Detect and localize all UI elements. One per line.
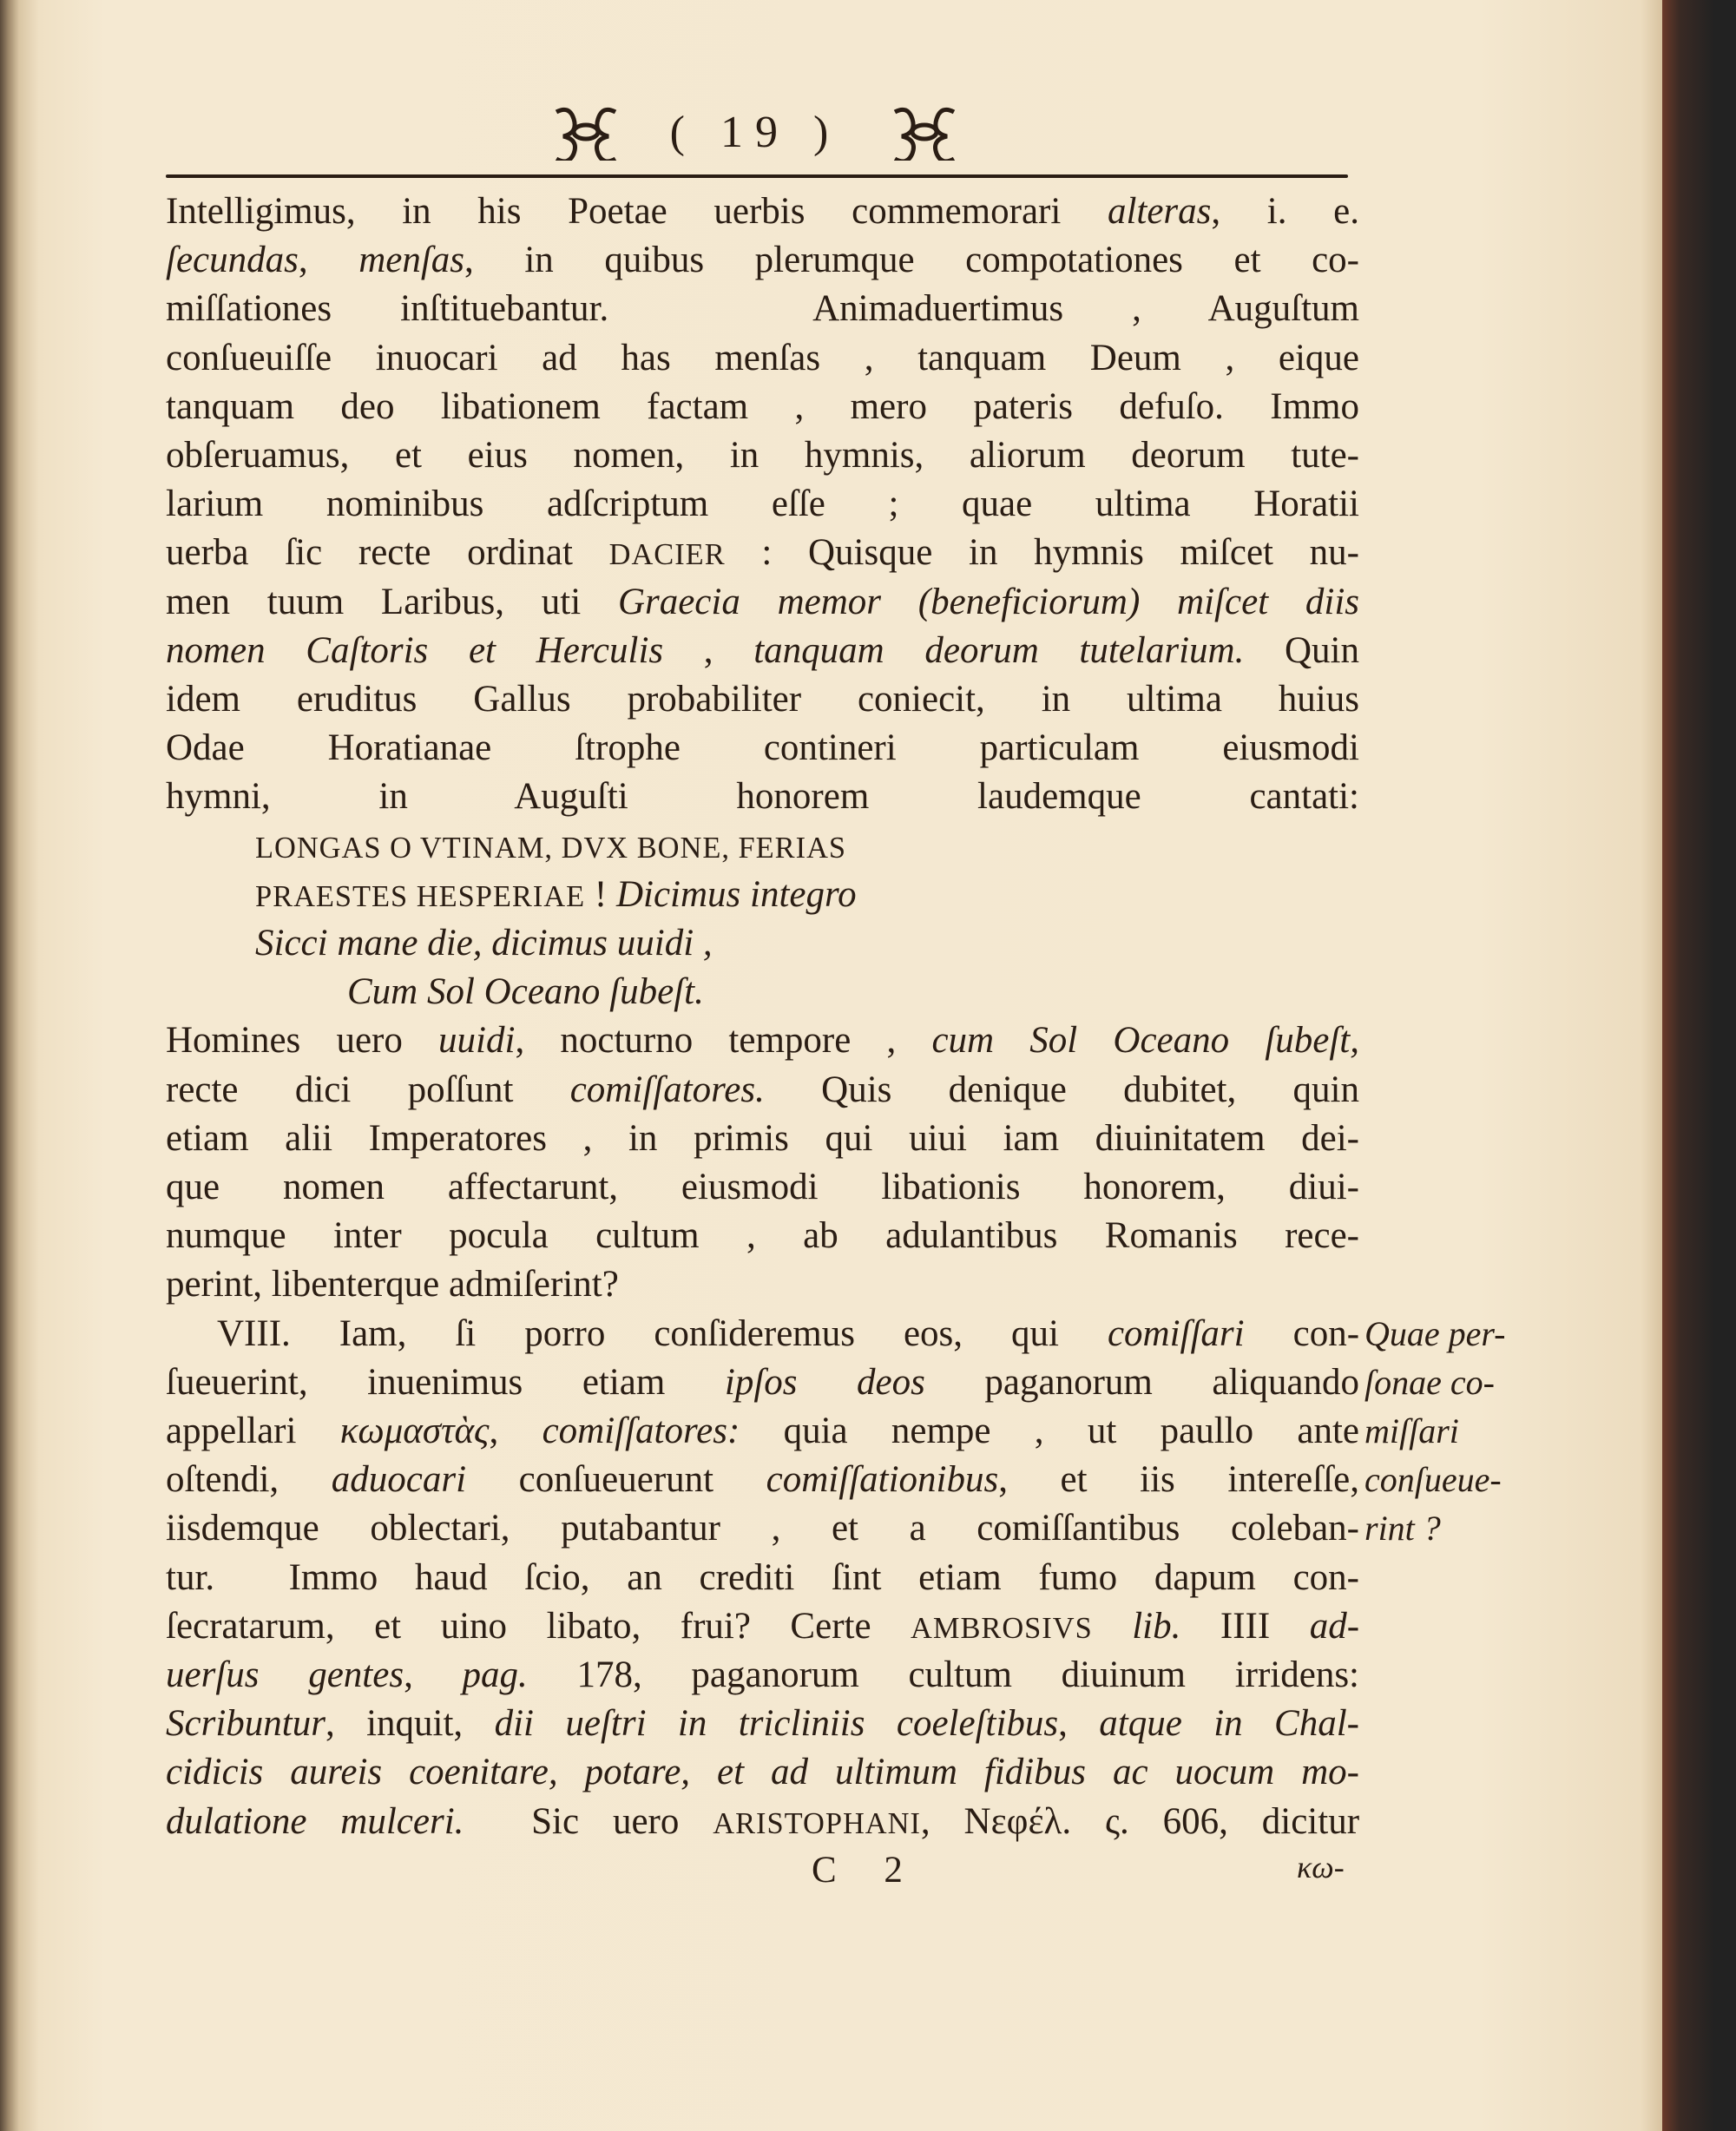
- text-line: [166, 433, 1359, 478]
- italic-text: tanquam deorum tutelarium.: [753, 629, 1245, 671]
- text-line: [255, 824, 846, 871]
- roman-text: paganorum aliquando: [924, 1361, 1359, 1403]
- italic-text: ad-: [1309, 1605, 1360, 1647]
- roman-text: appellari: [166, 1411, 340, 1451]
- text-line: [166, 1262, 619, 1307]
- italic-text: Sicci mane die, dicimus uuidi ,: [255, 923, 713, 964]
- text-line: [166, 286, 1359, 332]
- left-ornament-icon: [548, 103, 624, 161]
- header-rule: [166, 174, 1348, 178]
- italic-text: pag.: [462, 1654, 528, 1695]
- roman-text: larium nominibus adſcriptum eſſe ; quae ultima Horatii: [166, 483, 1359, 525]
- roman-text: [1093, 1606, 1133, 1647]
- text-line: [166, 774, 1359, 819]
- italic-text: ſecundas: [166, 240, 299, 281]
- roman-text: men tuum Laribus, uti: [166, 581, 618, 622]
- roman-text: ,: [663, 629, 754, 671]
- text-line: [166, 1799, 1359, 1846]
- italic-text: alteras: [1107, 191, 1212, 232]
- roman-text: 178, paganorum cultum diuinum irridens:: [527, 1654, 1359, 1695]
- right-ornament-icon: [886, 103, 963, 161]
- text-line: [166, 1653, 1359, 1698]
- text-line: [166, 1701, 1359, 1746]
- roman-text: ſueuerint, inuenimus etiam: [166, 1361, 725, 1403]
- small-caps-text: LONGAS O VTINAM, DVX BONE, FERIAS: [255, 831, 847, 865]
- roman-text: VIII. Iam, ſi porro conſideremus eos, qui: [217, 1312, 1108, 1354]
- roman-text: miſſationes inſtituebantur. Animaduertimus , Auguſtum: [166, 288, 1359, 330]
- text-line: [166, 1116, 1359, 1161]
- text-line: [166, 189, 1359, 234]
- italic-text: cum Sol Oceano ſubeſt,: [931, 1020, 1359, 1062]
- small-caps-text: DACIER: [608, 538, 726, 572]
- text-line: [166, 1409, 1359, 1454]
- text-line: [166, 1068, 1359, 1113]
- text-line: [217, 1312, 1359, 1357]
- italic-text: κωμαστὰς: [339, 1411, 490, 1451]
- text-line: [166, 1506, 1359, 1551]
- roman-text: iisdemque oblectari, putabantur , et a comiſſantibus coleban-: [166, 1508, 1359, 1549]
- roman-text: Sic uero: [464, 1800, 713, 1842]
- text-line: [166, 1555, 1359, 1601]
- roman-text: IIII: [1180, 1605, 1310, 1647]
- text-line: [166, 1018, 1359, 1063]
- roman-text: tanquam deo libationem factam , mero pateris defuſo. Immo: [166, 385, 1359, 427]
- margin-note-line: ſonae co-: [1364, 1362, 1495, 1402]
- text-line: [166, 1604, 1359, 1651]
- roman-text: que nomen affectarunt, eiusmodi libationis honorem, diui-: [166, 1167, 1359, 1207]
- text-line: [166, 1360, 1359, 1405]
- roman-text: Homines uero: [166, 1020, 439, 1062]
- italic-text: Cum Sol Oceano ſubeſt.: [347, 971, 704, 1013]
- roman-text: obſeruamus, et eius nomen, in hymnis, aliorum deorum tute-: [166, 435, 1359, 476]
- text-line: [166, 580, 1359, 625]
- roman-text: Odae Horatianae ſtrophe contineri particulam eiusmodi: [166, 727, 1359, 769]
- roman-text: , nocturno tempore ,: [515, 1020, 932, 1062]
- roman-text: Quin: [1244, 629, 1359, 671]
- roman-text: etiam alii Imperatores , in primis qui uiui iam diuinitatem dei-: [166, 1117, 1359, 1159]
- italic-text: uuidi: [438, 1020, 516, 1062]
- text-line: [166, 482, 1359, 527]
- roman-text: !: [585, 873, 616, 915]
- text-line: [255, 921, 713, 966]
- roman-text: conſueuerunt: [466, 1459, 766, 1501]
- italic-text: Graecia memor (beneficiorum) miſcet diis: [617, 581, 1359, 622]
- roman-text: , Νεφέλ. ς. 606, dicitur: [920, 1800, 1360, 1842]
- roman-text: Quis denique dubitet, quin: [764, 1069, 1359, 1110]
- italic-text: lib.: [1132, 1605, 1181, 1647]
- roman-text: : Quisque in hymnis miſcet nu-: [725, 532, 1359, 574]
- italic-text: comiſſatores.: [569, 1069, 765, 1110]
- text-line: [166, 336, 1359, 381]
- catchword: κω-: [1297, 1850, 1345, 1884]
- book-edge: [1662, 0, 1736, 2131]
- text-line: [166, 1213, 1359, 1259]
- roman-text: numque inter pocula cultum , ab adulantibus Romanis rece-: [166, 1215, 1359, 1257]
- italic-text: cidicis aureis coenitare, potare, et ad ultimum fidibus ac uocum mo-: [166, 1752, 1359, 1793]
- text-line: [347, 970, 704, 1015]
- roman-text: recte dici poſſunt: [166, 1069, 570, 1110]
- italic-text: Scribuntur: [166, 1703, 326, 1745]
- roman-text: hymni, in Auguſti honorem laudemque cantati:: [166, 776, 1359, 818]
- roman-text: perint, libenterque admiſerint?: [166, 1264, 619, 1306]
- roman-text: Intelligimus, in his Poetae uerbis commemorari: [166, 191, 1108, 232]
- roman-text: ,: [489, 1411, 542, 1451]
- italic-text: Dicimus integro: [615, 873, 857, 915]
- text-line: [166, 530, 1359, 577]
- italic-text: comiſſatores:: [542, 1411, 740, 1451]
- italic-text: aduocari: [331, 1459, 467, 1501]
- italic-text: dulatione mulceri.: [166, 1800, 464, 1842]
- roman-text: , et iis intereſſe,: [998, 1459, 1359, 1501]
- margin-note-line: conſueue-: [1364, 1460, 1502, 1500]
- margin-note-line: Quae per-: [1364, 1313, 1506, 1353]
- margin-note-line: rint ?: [1364, 1509, 1441, 1549]
- roman-text: , in quibus plerumque compotationes et co-: [464, 240, 1360, 281]
- small-caps-text: AMBROSIVS: [911, 1611, 1093, 1645]
- text-line: [166, 238, 1359, 283]
- roman-text: ,: [404, 1654, 463, 1695]
- running-head: [0, 102, 1510, 172]
- roman-text: , i. e.: [1211, 191, 1359, 232]
- roman-text: ,: [1058, 1703, 1100, 1745]
- roman-text: ,: [298, 240, 359, 281]
- text-line: [166, 1165, 1359, 1210]
- italic-text: comiſſationibus: [766, 1459, 999, 1501]
- italic-text: atque in Chal-: [1099, 1703, 1360, 1745]
- text-line: [166, 726, 1359, 771]
- roman-text: oſtendi,: [166, 1459, 332, 1501]
- roman-text: idem eruditus Gallus probabiliter coniecit, in ultima huius: [166, 679, 1359, 720]
- roman-text: , inquit,: [325, 1703, 495, 1745]
- italic-text: comiſſari: [1107, 1312, 1245, 1354]
- italic-text: menſas: [358, 240, 465, 281]
- roman-text: ſecratarum, et uino libato, frui? Certe: [166, 1605, 911, 1647]
- italic-text: nomen Caſtoris et Herculis: [166, 629, 664, 671]
- small-caps-text: ARISTOPHANI: [713, 1806, 921, 1840]
- roman-text: quia nempe , ut paullo ante: [740, 1411, 1360, 1451]
- text-line: [166, 628, 1359, 674]
- roman-text: uerba ſic recte ordinat: [166, 532, 609, 574]
- italic-text: dii ueſtri in tricliniis coeleſtibus: [494, 1703, 1059, 1745]
- text-line: [166, 385, 1359, 430]
- italic-text: uerſus gentes: [166, 1654, 404, 1695]
- roman-text: con-: [1244, 1312, 1360, 1354]
- text-line: [166, 1750, 1359, 1795]
- italic-text: ipſos deos: [724, 1361, 925, 1403]
- margin-note-line: miſſari: [1364, 1411, 1459, 1450]
- roman-text: tur. Immo haud ſcio, an crediti ſint etiam fumo dapum con-: [166, 1556, 1359, 1598]
- text-line: [255, 872, 857, 919]
- signature-mark: C 2: [812, 1850, 922, 1891]
- text-line: [166, 677, 1359, 722]
- roman-text: conſueuiſſe inuocari ad has menſas , tanquam Deum , eique: [166, 337, 1359, 378]
- page-number: ( 19 ): [669, 107, 841, 157]
- small-caps-text: PRAESTES HESPERIAE: [255, 879, 586, 913]
- text-line: [166, 1457, 1359, 1503]
